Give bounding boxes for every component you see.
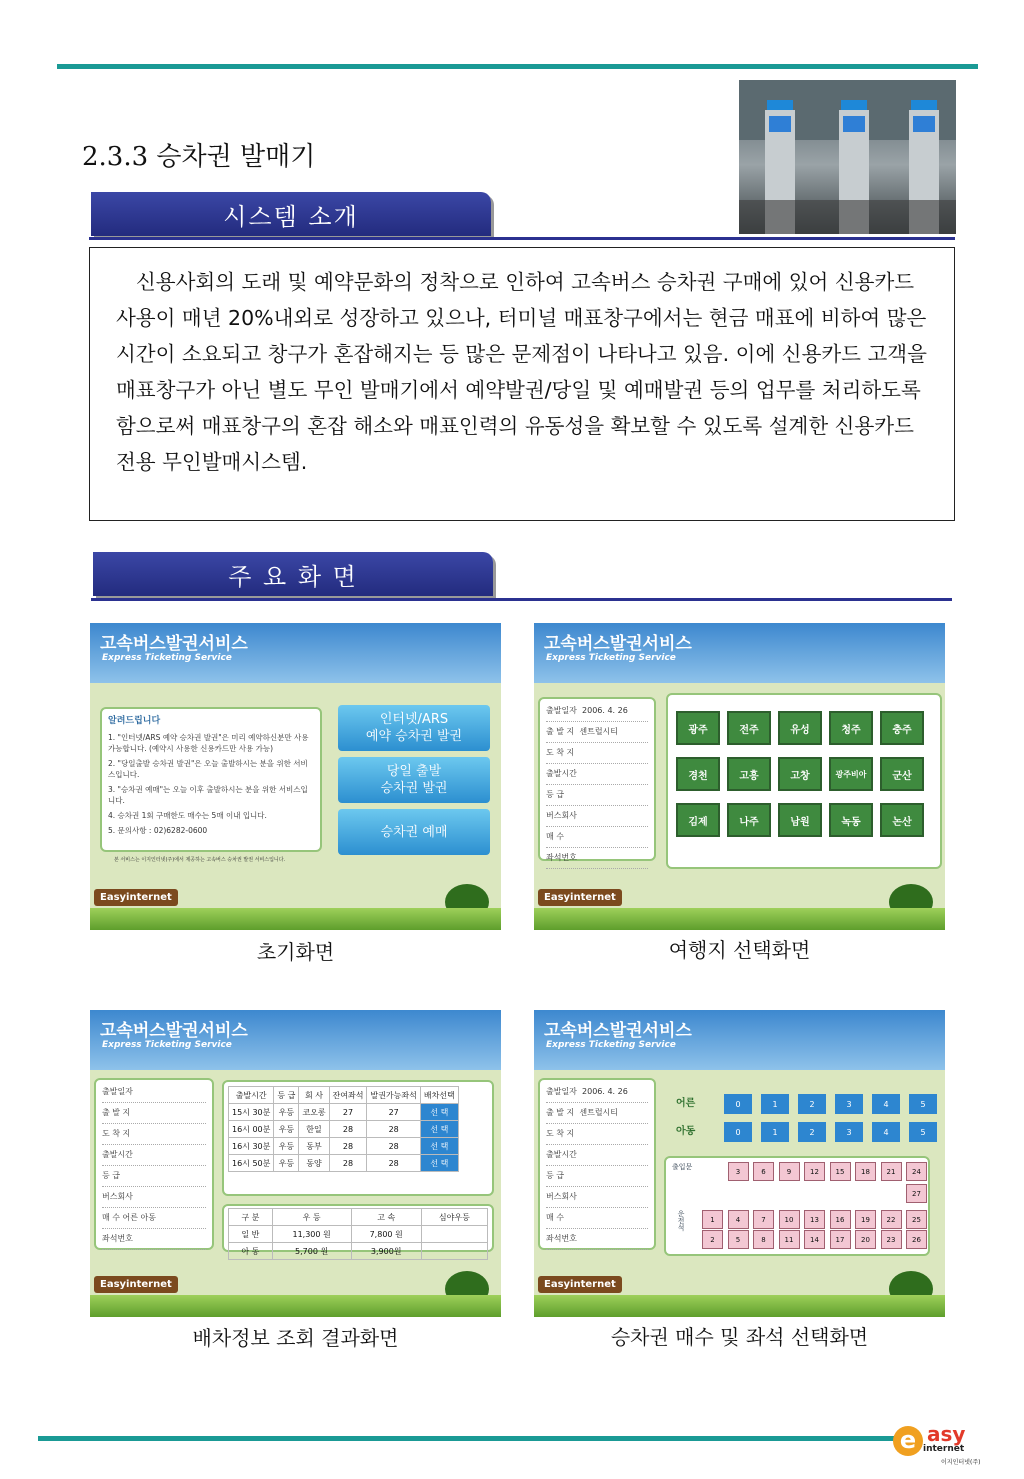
button-line: 예약 승차권 발권 — [365, 729, 463, 744]
seat-button[interactable]: 5 — [728, 1230, 749, 1249]
seat-button[interactable]: 8 — [753, 1230, 774, 1249]
table-cell: 동양 — [299, 1155, 329, 1172]
advance-ticket-button[interactable]: 승차권 예매 — [338, 809, 490, 855]
seat-map — [664, 1156, 930, 1256]
table-cell: 16시 50분 — [229, 1155, 274, 1172]
adult-count-button[interactable]: 4 — [872, 1094, 900, 1114]
table-cell: 28 — [329, 1121, 367, 1138]
seat-button[interactable]: 7 — [753, 1210, 774, 1229]
adult-count-button[interactable]: 3 — [835, 1094, 863, 1114]
table-row — [229, 1138, 459, 1155]
grass — [534, 1295, 945, 1317]
grass — [534, 908, 945, 930]
seat-button[interactable]: 4 — [728, 1210, 749, 1229]
app-subtitle: Express Ticketing Service — [102, 653, 232, 663]
fare-panel — [222, 1204, 494, 1256]
seat-button[interactable]: 17 — [830, 1230, 851, 1249]
city-button[interactable]: 청주 — [829, 711, 873, 745]
field-label: 출발일자 — [546, 706, 577, 715]
app-title: 고속버스발권서비스 — [544, 634, 692, 654]
field-label: 출발일자 — [546, 1087, 577, 1096]
seat-button[interactable]: 19 — [855, 1210, 876, 1229]
grass — [90, 1295, 501, 1317]
field-destination: 도 착 지 — [546, 1124, 648, 1145]
screens-rule — [91, 598, 952, 601]
logo-sub: internet — [923, 1444, 965, 1454]
table-row — [229, 1226, 488, 1243]
table-cell: 28 — [329, 1155, 367, 1172]
adult-count-button[interactable]: 2 — [798, 1094, 826, 1114]
city-button[interactable]: 유성 — [778, 711, 822, 745]
table-cell: 28 — [367, 1138, 420, 1155]
column-header: 잔여좌석 — [329, 1087, 367, 1104]
table-cell: 11,300 원 — [272, 1226, 351, 1243]
city-button[interactable]: 나주 — [727, 803, 771, 837]
field-origin: 출 발 지 — [102, 1103, 206, 1124]
child-count-button[interactable]: 4 — [872, 1122, 900, 1142]
easyinternet-sign: Easyinternet — [538, 889, 622, 906]
city-button[interactable]: 경천 — [676, 757, 720, 791]
seat-button[interactable]: 2 — [702, 1230, 723, 1249]
seat-button[interactable]: 25 — [906, 1210, 927, 1229]
city-button[interactable]: 김제 — [676, 803, 720, 837]
table-cell: 일 반 — [229, 1226, 273, 1243]
field-count: 매 수 — [546, 1208, 648, 1229]
button-line: 인터넷/ARS — [379, 712, 449, 727]
driver-label: 운전석 — [677, 1210, 685, 1231]
table-cell: 동부 — [299, 1138, 329, 1155]
table-cell: 아 동 — [229, 1243, 273, 1260]
app-title: 고속버스발권서비스 — [544, 1021, 692, 1041]
table-cell: 5,700 원 — [272, 1243, 351, 1260]
notice-item: 3. "승차권 예매"는 오늘 이후 출발하시는 분을 위한 서비스입니다. — [108, 785, 308, 805]
table-cell: 우등 — [274, 1138, 299, 1155]
easyinternet-sign: Easyinternet — [94, 889, 178, 906]
column-header: 고 속 — [351, 1209, 421, 1226]
city-button[interactable]: 고창 — [778, 757, 822, 791]
kiosk-photo — [739, 80, 956, 234]
field-value: 2006. 4. 26 — [582, 706, 628, 715]
table-cell: 우등 — [274, 1104, 299, 1121]
seat-button[interactable]: 21 — [881, 1162, 902, 1181]
city-button[interactable]: 충주 — [880, 711, 924, 745]
column-header: 회 사 — [299, 1087, 329, 1104]
field-origin — [546, 722, 648, 743]
notice-panel — [100, 707, 322, 852]
easyinternet-sign: Easyinternet — [94, 1276, 178, 1293]
table-row — [229, 1155, 459, 1172]
field-time: 출발시간 — [546, 764, 648, 785]
seat-button[interactable]: 26 — [906, 1230, 927, 1249]
column-header: 발권가능좌석 — [367, 1087, 420, 1104]
logo-company: 이지인터넷(주) — [941, 1459, 981, 1466]
seat-button[interactable]: 16 — [830, 1210, 851, 1229]
intro-banner: 시스템 소개 — [91, 192, 491, 236]
field-company: 버스회사 — [102, 1187, 206, 1208]
seat-button[interactable]: 14 — [804, 1230, 825, 1249]
field-value: 어른 아동 — [122, 1213, 157, 1222]
field-grade: 등 급 — [102, 1166, 206, 1187]
select-button[interactable]: 선 택 — [420, 1138, 458, 1155]
schedule-panel — [222, 1080, 494, 1196]
child-count-button[interactable]: 2 — [798, 1122, 826, 1142]
fare-table — [228, 1208, 488, 1260]
city-button[interactable]: 광주 — [676, 711, 720, 745]
field-date — [546, 1082, 648, 1103]
table-cell: 27 — [329, 1104, 367, 1121]
field-time: 출발시간 — [102, 1145, 206, 1166]
seat-button[interactable]: 10 — [779, 1210, 800, 1229]
field-destination: 도 착 지 — [546, 743, 648, 764]
child-count-button[interactable]: 0 — [724, 1122, 752, 1142]
child-count-button[interactable]: 5 — [909, 1122, 937, 1142]
seat-button[interactable]: 15 — [830, 1162, 851, 1181]
child-label: 아동 — [676, 1126, 696, 1137]
seat-button[interactable]: 23 — [881, 1230, 902, 1249]
field-company: 버스회사 — [546, 1187, 648, 1208]
notice-title: 알려드립니다 — [108, 716, 161, 726]
table-cell — [421, 1243, 487, 1260]
field-label: 출 발 지 — [546, 1108, 575, 1117]
field-count: 매 수 — [546, 827, 648, 848]
table-cell — [421, 1226, 487, 1243]
caption-seat: 승차권 매수 및 좌석 선택화면 — [610, 1325, 869, 1349]
field-seat: 좌석번호 — [546, 1229, 648, 1250]
field-label: 매 수 — [102, 1213, 120, 1222]
city-button[interactable]: 군산 — [880, 757, 924, 791]
city-button[interactable]: 논산 — [880, 803, 924, 837]
grass — [90, 908, 501, 930]
seat-button[interactable]: 18 — [855, 1162, 876, 1181]
button-line: 승차권 발권 — [380, 781, 448, 796]
reserved-ticket-button[interactable] — [338, 705, 490, 751]
table-cell: 우등 — [274, 1155, 299, 1172]
column-header: 우 등 — [272, 1209, 351, 1226]
seat-button[interactable]: 11 — [779, 1230, 800, 1249]
notice-item: 5. 문의사항 : 02)6282-0600 — [108, 826, 208, 835]
adult-count-button[interactable]: 5 — [909, 1094, 937, 1114]
seat-button[interactable]: 22 — [881, 1210, 902, 1229]
field-seat: 좌석번호 — [102, 1229, 206, 1250]
seat-button[interactable]: 13 — [804, 1210, 825, 1229]
table-cell: 3,900원 — [351, 1243, 421, 1260]
screens-banner: 주 요 화 면 — [93, 552, 493, 596]
table-header — [229, 1209, 488, 1226]
button-line: 당일 출발 — [386, 764, 442, 779]
app-subtitle: Express Ticketing Service — [546, 653, 676, 663]
table-cell: 한일 — [299, 1121, 329, 1138]
field-origin — [546, 1103, 648, 1124]
column-header: 출발시간 — [229, 1087, 274, 1104]
seat-button[interactable]: 9 — [779, 1162, 800, 1181]
seat-button[interactable]: 6 — [753, 1162, 774, 1181]
easyinternet-logo — [893, 1422, 999, 1470]
field-value: 센트럴시티 — [579, 727, 619, 736]
screen-initial — [90, 623, 501, 930]
field-label: 출 발 지 — [546, 727, 575, 736]
screen-schedule — [90, 1010, 501, 1317]
column-header: 등 급 — [274, 1087, 299, 1104]
select-button[interactable]: 선 택 — [420, 1155, 458, 1172]
table-cell: 16시 00분 — [229, 1121, 274, 1138]
logo-word: asy — [927, 1422, 966, 1446]
intro-box — [89, 247, 955, 521]
table-cell: 28 — [367, 1121, 420, 1138]
table-row — [229, 1243, 488, 1260]
info-panel — [538, 697, 656, 861]
field-date — [546, 701, 648, 722]
adult-label: 어른 — [676, 1098, 696, 1109]
screen-seat — [534, 1010, 945, 1317]
table-row — [229, 1104, 459, 1121]
section-heading: 2.3.3 승차권 발매기 — [82, 142, 316, 172]
intro-rule — [89, 237, 955, 240]
field-company: 버스회사 — [546, 806, 648, 827]
field-time: 출발시간 — [546, 1145, 648, 1166]
city-button[interactable]: 광주비아 — [829, 757, 873, 791]
city-button[interactable]: 고흥 — [727, 757, 771, 791]
seat-button[interactable]: 24 — [906, 1162, 927, 1181]
screen-destination — [534, 623, 945, 930]
table-cell: 28 — [329, 1138, 367, 1155]
city-button[interactable]: 녹동 — [829, 803, 873, 837]
field-value: 센트럴시티 — [579, 1108, 619, 1117]
seat-button[interactable]: 3 — [728, 1162, 749, 1181]
kiosk-illustration — [739, 80, 956, 234]
seat-button[interactable]: 1 — [702, 1210, 723, 1229]
caption-initial: 초기화면 — [256, 940, 335, 964]
notice-item: 4. 승차권 1회 구매한도 매수는 5매 이내 입니다. — [108, 811, 267, 820]
adult-count-button[interactable]: 0 — [724, 1094, 752, 1114]
seat-button[interactable]: 12 — [804, 1162, 825, 1181]
schedule-table — [228, 1086, 459, 1172]
table-cell: 27 — [367, 1104, 420, 1121]
caption-schedule: 배차정보 조회 결과화면 — [192, 1326, 399, 1350]
table-cell: 우등 — [274, 1121, 299, 1138]
field-grade: 등 급 — [546, 1166, 648, 1187]
table-cell: 16시 30분 — [229, 1138, 274, 1155]
column-header: 구 분 — [229, 1209, 273, 1226]
app-title: 고속버스발권서비스 — [100, 1021, 248, 1041]
select-button[interactable]: 선 택 — [420, 1121, 458, 1138]
city-button[interactable]: 남원 — [778, 803, 822, 837]
table-cell: 코오롱 — [299, 1104, 329, 1121]
table-cell: 15시 30분 — [229, 1104, 274, 1121]
app-title: 고속버스발권서비스 — [100, 634, 248, 654]
city-button[interactable]: 전주 — [727, 711, 771, 745]
intro-text: 신용사회의 도래 및 예약문화의 정착으로 인하여 고속버스 승차권 구매에 있어 신용카드 사용이 매년 20%내외로 성장하고 있으나, 터미널 매표창구에서는 현금 매표에 비하여 많은 시간이 소요되고 창구가 혼잡해지는 등 많은 문제점이 나타나고 있음. 이에 신용카드 고객을 매표창구가 아닌 별도 무인 발매기에서 예약발권/당일 및 예매발권 등의 업무를 처리하도록 함으로써 매표창구의 혼잡 해소와 매표인력의 유동성을 확보할 수 있도록 설계한 신용카드 전용 무인발매시스템. — [116, 270, 927, 474]
field-grade: 등 급 — [546, 785, 648, 806]
column-header: 배차선택 — [420, 1087, 458, 1104]
top-divider — [57, 64, 978, 69]
child-count-button[interactable]: 3 — [835, 1122, 863, 1142]
info-panel — [94, 1078, 214, 1250]
seat-button[interactable]: 27 — [906, 1184, 927, 1203]
notice-item: 2. "당일출발 승차권 발권"은 오늘 출발하시는 분을 위한 서비스입니다. — [108, 759, 308, 779]
field-value: 2006. 4. 26 — [582, 1087, 628, 1096]
caption-destination: 여행지 선택화면 — [668, 938, 811, 962]
app-subtitle: Express Ticketing Service — [102, 1040, 232, 1050]
same-day-ticket-button[interactable] — [338, 757, 490, 803]
notice-item: 1. "인터넷/ARS 예약 승차권 발권"은 미리 예약하신분만 사용 가능합니다. (예약시 사용한 신용카드만 사용 가능) — [108, 733, 309, 753]
city-panel — [666, 693, 942, 869]
table-header — [229, 1087, 459, 1104]
table-cell: 28 — [367, 1155, 420, 1172]
logo-e: e — [893, 1426, 923, 1456]
column-header: 심야우등 — [421, 1209, 487, 1226]
easyinternet-sign: Easyinternet — [538, 1276, 622, 1293]
select-button[interactable]: 선 택 — [420, 1104, 458, 1121]
app-subtitle: Express Ticketing Service — [546, 1040, 676, 1050]
field-seat: 좌석번호 — [546, 848, 648, 869]
table-row — [229, 1121, 459, 1138]
field-count — [102, 1208, 206, 1229]
bottom-divider — [38, 1436, 898, 1441]
door-label: 출입문 — [672, 1163, 693, 1171]
table-cell: 7,800 원 — [351, 1226, 421, 1243]
child-count-button[interactable]: 1 — [761, 1122, 789, 1142]
info-panel — [538, 1078, 656, 1250]
seat-button[interactable]: 20 — [855, 1230, 876, 1249]
field-date: 출발일자 — [102, 1082, 206, 1103]
field-destination: 도 착 지 — [102, 1124, 206, 1145]
footer-note: 본 서비스는 이지인터넷(주)에서 제공하는 고속버스 승차권 발권 서비스입니다. — [114, 857, 286, 863]
adult-count-button[interactable]: 1 — [761, 1094, 789, 1114]
